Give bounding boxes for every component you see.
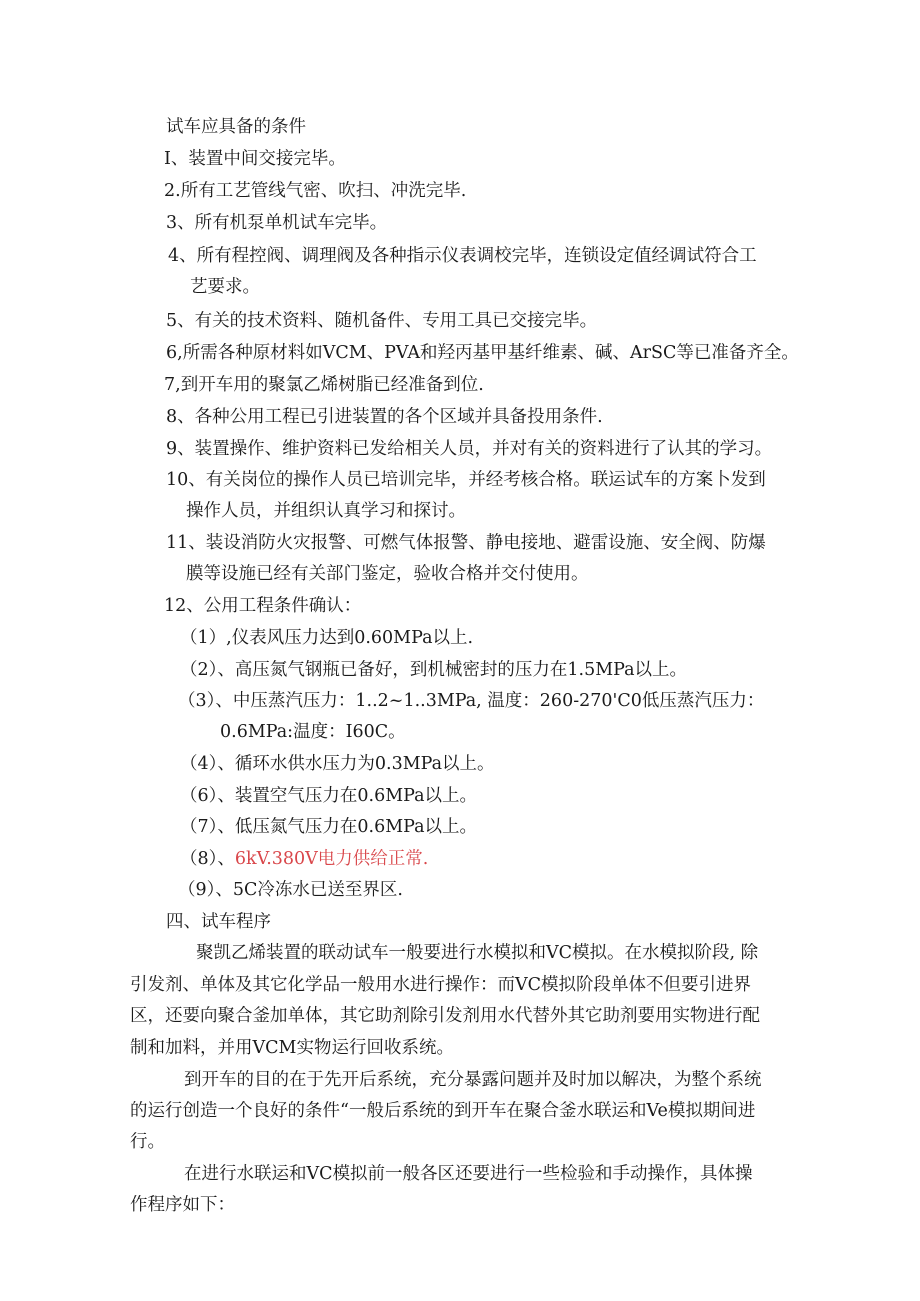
sub-item: （2）、高压氮气钢瓶已备好，到机械密封的压力在1.5MPa以上。 [180,660,688,680]
list-item: 9、装置操作、维护资料已发给相关人员，并对有关的资料进行了认其的学习。 [166,439,773,459]
paragraph-line: 聚凯乙烯装置的联动试车一般要进行水模拟和VC模拟。在水模拟阶段, 除 [196,943,759,963]
paragraph-line: 制和加料，并用VCM实物运行回收系统。 [130,1038,454,1058]
sub-item [180,847,428,871]
list-item: 8、各种公用工程已引进装置的各个区域并具备投用条件. [166,407,603,427]
list-item-continuation: 操作人员，并组织认真学习和探讨。 [186,501,466,521]
sub-item-prefix: （8）、 [180,849,235,869]
list-item: 7,到开车用的聚氯乙烯树脂已经准备到位. [164,375,484,395]
paragraph-line: 作程序如下： [130,1195,235,1215]
list-item-continuation: 艺要求。 [190,277,260,297]
sub-item: （9）、5C冷冻水已送至界区. [178,880,403,900]
sub-item: （6）、装置空气压力在0.6MPa以上。 [180,786,478,806]
paragraph-line: 在进行水联运和VC模拟前一般各区还要进行一些检验和手动操作，具体操 [184,1164,753,1184]
section-heading: 试车应具备的条件 [166,117,306,137]
paragraph-line: 区，还要向聚合釜加单体，其它助剂除引发剂用水代替外其它助剂要用实物进行配 [130,1006,760,1026]
list-item: 3、所有机泵单机试车完毕。 [166,213,388,233]
sub-item: （1）,仪表风压力达到0.60MPa以上. [180,628,474,648]
paragraph-line: 行。 [130,1132,165,1152]
paragraph-line: 引发剂、单体及其它化学品一般用水进行操作：而VC模拟阶段单体不但要引进界 [130,975,752,995]
list-item: 5、有关的技术资料、随机备件、专用工具已交接完毕。 [166,311,598,331]
list-item: 11、装设消防火灾报警、可燃气体报警、静电接地、避雷设施、安全阀、防爆 [166,533,766,553]
list-item-continuation: 膜等设施已经有关部门鉴定，验收合格并交付使用。 [186,564,589,584]
list-item: 10、有关岗位的操作人员已培训完毕，并经考核合格。联运试车的方案卜发到 [166,470,766,490]
list-item: 4、所有程控阀、调理阀及各种指示仪表调校完毕，连锁设定值经调试符合工 [168,246,757,266]
sub-item: （4）、循环水供水压力为0.3MPa以上。 [180,754,495,774]
list-item: I、装置中间交接完毕。 [164,149,346,169]
list-item: 12、公用工程条件确认： [164,596,362,616]
list-item: 2.所有工艺管线气密、吹扫、冲洗完毕. [164,181,467,201]
sub-item: （3）、中压蒸汽压力：1..2~1..3MPa, 温度：260-270'C0低压蒸汽压力： [178,691,765,711]
sub-item: （7）、低压氮气压力在0.6MPa以上。 [180,817,478,837]
highlighted-text: 6kV.380V电力供给正常. [234,849,429,869]
sub-item-continuation: 0.6MPa:温度：I60C。 [220,722,406,742]
section-title: 四、试车程序 [166,912,271,932]
paragraph-line: 的运行创造一个良好的条件“一般后系统的到开车在聚合釜水联运和Ve模拟期间进 [130,1101,756,1121]
paragraph-line: 到开车的目的在于先开后系统，充分暴露问题并及时加以解决，为整个系统 [184,1070,762,1090]
list-item: 6,所需各种原材料如VCM、PVA和羟丙基甲基纤维素、碱、ArSC等已准备齐全。 [166,343,799,363]
